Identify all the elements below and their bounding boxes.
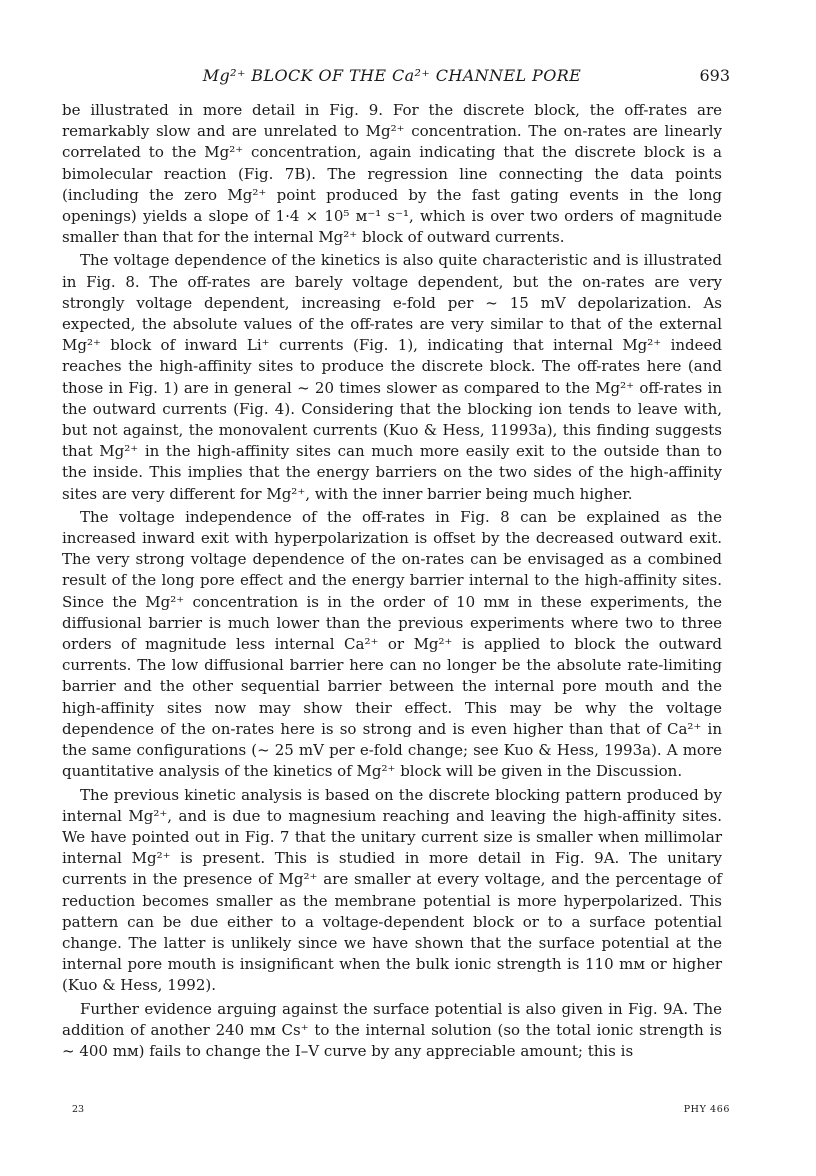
running-title: Mg²⁺ BLOCK OF THE Ca²⁺ CHANNEL PORE [202,66,582,85]
body-text [62,100,722,1062]
paragraph-1: be illustrated in more detail in Fig. 9. For the discrete block, the off-rates are remarkably slow and are unrelated to Mg²⁺ concentration. The on-rates are linearly correlated to the Mg²⁺ concentration, again indicating that the discrete block is a bimolecular reaction (Fig. 7B). The regression line connecting the data points (including the zero Mg²⁺ point produced by the fast gating events in the long openings) yields a slope of 1·4 × 10⁵ ᴍ⁻¹ s⁻¹, which is over two orders of magnitude smaller than that for the internal Mg²⁺ block of outward currents. [62,101,722,247]
page [62,62,730,1064]
page-footer [62,1104,730,1120]
footer-signature: 23 [72,1104,85,1115]
paragraph-3: The voltage independence of the off-rates in Fig. 8 can be explained as the increased inward exit with hyperpolarization is offset by the decreased outward exit. The very strong voltage dependence of the on-rates can be envisaged as a combined result of the long pore effect and the energy barrier internal to the high-affinity sites. Since the Mg²⁺ concentration is in the order of 10 mᴍ in these experiments, the diffusional barrier is much lower than the previous experiments where two to three orders of magnitude less internal Ca²⁺ or Mg²⁺ is applied to block the outward currents. The low diffusional barrier here can no longer be the absolute rate-limiting barrier and the other sequential barrier between the internal pore mouth and the high-affinity sites now may show their effect. This may be why the voltage dependence of the on-rates here is so strong and is even higher than that of Ca²⁺ in the same configurations (~ 25 mV per e-fold change; see Kuo & Hess, 1993a). A more quantitative analysis of the kinetics of Mg²⁺ block will be given in the Discussion. [62,507,722,781]
page-header [62,62,730,88]
footer-code: PHY 466 [683,1104,730,1115]
paragraph-2: The voltage dependence of the kinetics is also quite characteristic and is illustrated in Fig. 8. The off-rates are barely voltage dependent, but the on-rates are very strongly voltage dependent, increasing e-fold per ~ 15 mV depolarization. As expected, the absolute values of the off-rates are very similar to that of the external Mg²⁺ block of inward Li⁺ currents (Fig. 1), indicating that internal Mg²⁺ indeed reaches the high-affinity sites to produce the discrete block. The off-rates here (and those in Fig. 1) are in general ~ 20 times slower as compared to the Mg²⁺ off-rates in the outward currents (Fig. 4). Considering that the blocking ion tends to leave with, but not against, the monovalent currents (Kuo & Hess, 11993a), this finding suggests that Mg²⁺ in the high-affinity sites can much more easily exit to the outside than to the inside. This implies that the energy barriers on the two sides of the high-affinity sites are very different for Mg²⁺, with the inner barrier being much higher. [62,251,722,503]
page-number: 693 [699,66,730,85]
paragraph-4: The previous kinetic analysis is based on the discrete blocking pattern produced by internal Mg²⁺, and is due to magnesium reaching and leaving the high-affinity sites. We have pointed out in Fig. 7 that the unitary current size is smaller when millimolar internal Mg²⁺ is present. This is studied in more detail in Fig. 9A. The unitary currents in the presence of Mg²⁺ are smaller at every voltage, and the percentage of reduction becomes smaller as the membrane potential is more hyperpolarized. This pattern can be due either to a voltage-dependent block or to a surface potential change. The latter is unlikely since we have shown that the surface potential at the internal pore mouth is insignificant when the bulk ionic strength is 110 mᴍ or higher (Kuo & Hess, 1992). [62,785,722,995]
paragraph-5: Further evidence arguing against the surface potential is also given in Fig. 9A. The addition of another 240 mᴍ Cs⁺ to the internal solution (so the total ionic strength is ~ 400 mᴍ) fails to change the I–V curve by any appreciable amount; this is [62,999,722,1060]
